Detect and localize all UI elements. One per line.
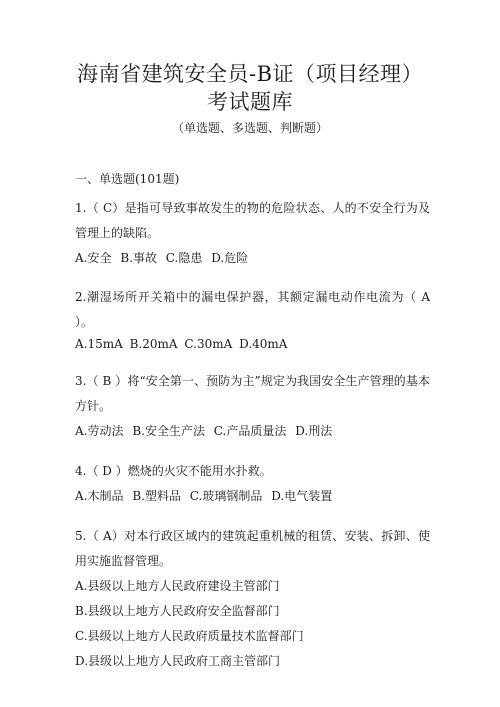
question-5 [75,524,430,674]
option-d: D.县级以上地方人民政府工商主管部门 [75,654,281,668]
question-4 [75,459,430,508]
option-b: B.安全生产法 [132,424,205,438]
question-3 [75,369,430,443]
option-b: B.事故 [120,251,157,265]
option-a: A.安全 [75,251,112,265]
question-options [75,419,430,443]
section-heading: 一、单选题(101题) [75,172,180,186]
option-c: C.县级以上地方人民政府质量技术监督部门 [75,629,304,643]
option-a: A.劳动法 [75,424,124,438]
option-d: D.危险 [211,251,249,265]
option-d: D.电气装置 [271,489,333,503]
document-title: 海南省建筑安全员-B证（项目经理）考试题库 [76,62,424,114]
option-c: C.产品质量法 [213,424,287,438]
option-b: B.20mA [129,337,178,351]
question-list [75,196,430,685]
option-d: D.40mA [239,337,288,351]
question-stem: 3.（ B ）将“安全第一、预防为主”规定为我国安全生产管理的基本方针。 [75,374,430,413]
option-a: A.15mA [75,337,123,351]
option-a: A.木制品 [75,489,124,503]
question-1 [75,196,430,270]
option-d: D.刑法 [295,424,333,438]
option-c: C.玻璃钢制品 [189,489,263,503]
question-options [75,484,430,508]
document-subtitle: （单选题、多选题、判断题） [171,121,328,135]
question-options [75,246,430,270]
question-stem: 5.（ A）对本行政区域内的建筑起重机械的租赁、安装、拆卸、使用实施监督管理。 [75,529,430,568]
question-options [75,574,430,674]
question-stem: 4.（ D ）燃烧的火灾不能用水扑救。 [75,464,272,478]
option-a: A.县级以上地方人民政府建设主管部门 [75,579,280,593]
option-c: C.30mA [184,337,233,351]
option-b: B.塑料品 [132,489,181,503]
option-b: B.县级以上地方人民政府安全监督部门 [75,604,280,618]
option-c: C.隐患 [165,251,203,265]
question-2 [75,285,430,353]
question-options [75,335,430,353]
question-stem: 1.（ C）是指可导致事故发生的物的危险状态、人的不安全行为及管理上的缺陷。 [75,201,430,240]
question-stem: 2.潮湿场所开关箱中的漏电保护器，其额定漏电动作电流为（ A ）。 [75,290,430,329]
